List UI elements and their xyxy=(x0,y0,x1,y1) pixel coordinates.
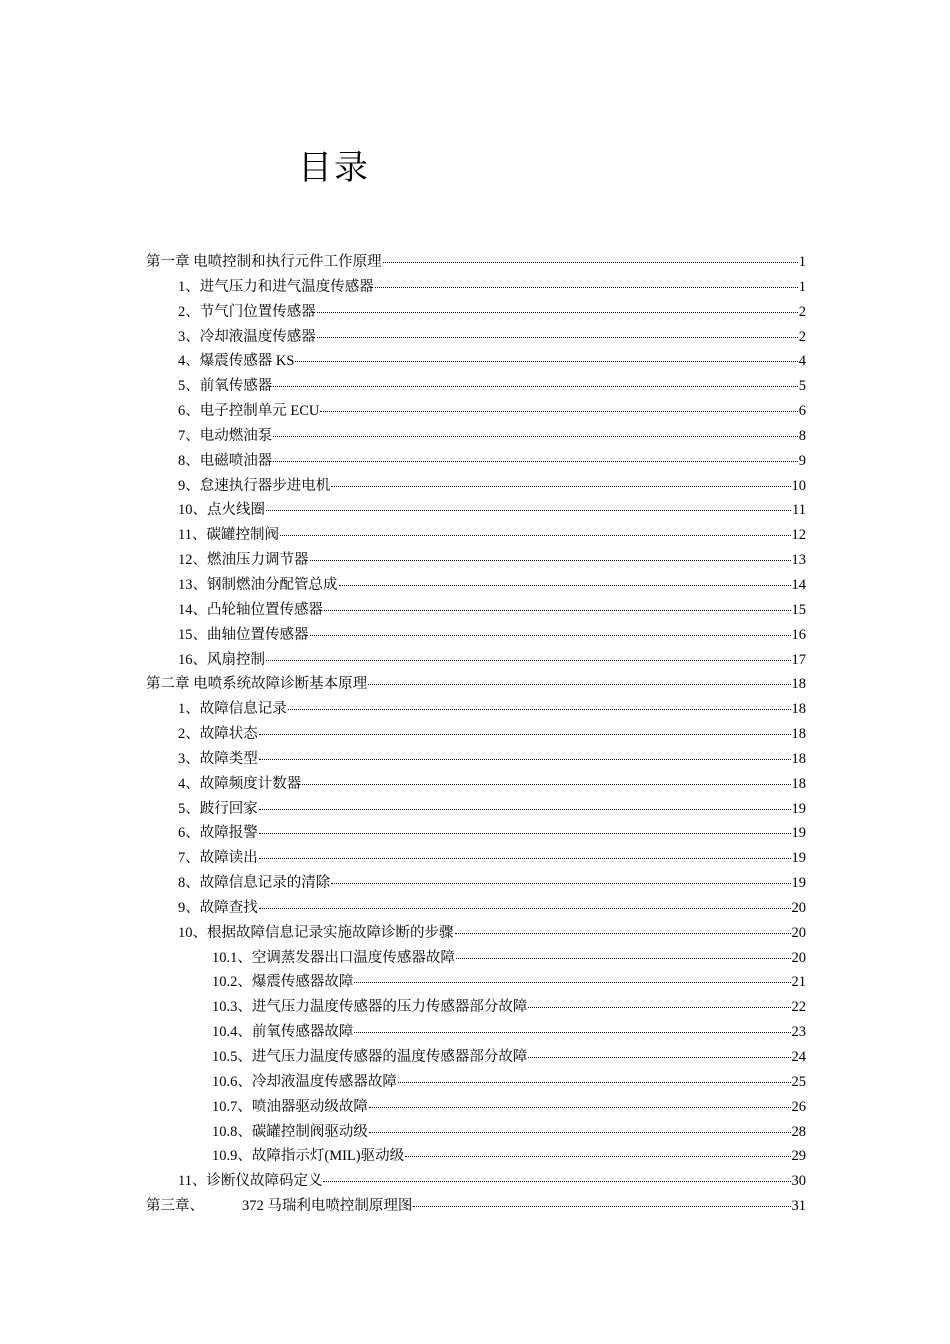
toc-dot-leader xyxy=(369,1132,791,1133)
toc-page-number: 8 xyxy=(798,427,806,444)
toc-page-number: 20 xyxy=(791,924,806,941)
toc-dot-leader xyxy=(273,386,798,387)
toc-entry-label: 9、怠速执行器步进电机 xyxy=(178,477,331,494)
toc-entry[interactable] xyxy=(146,474,806,499)
toc-dot-leader xyxy=(259,734,791,735)
toc-page-number: 19 xyxy=(791,850,806,867)
toc-page-number: 30 xyxy=(791,1173,806,1190)
toc-entry-label: 10.2、爆震传感器故障 xyxy=(212,974,354,991)
toc-dot-leader xyxy=(273,436,798,437)
toc-entry[interactable] xyxy=(146,722,806,747)
toc-entry-label: 4、故障频度计数器 xyxy=(178,775,302,792)
toc-page-number: 19 xyxy=(791,800,806,817)
toc-entry-label: 11、碳罐控制阀 xyxy=(178,527,279,544)
toc-entry[interactable] xyxy=(146,548,806,573)
toc-entry[interactable] xyxy=(146,1194,806,1219)
toc-entry-label: 10.3、进气压力温度传感器的压力传感器部分故障 xyxy=(212,999,528,1016)
toc-page-number: 21 xyxy=(791,974,806,991)
toc-page-number: 22 xyxy=(791,999,806,1016)
toc-entry[interactable] xyxy=(146,1095,806,1120)
toc-page-number: 28 xyxy=(791,1123,806,1140)
toc-entry[interactable] xyxy=(146,573,806,598)
toc-page-number: 24 xyxy=(791,1049,806,1065)
toc-dot-leader xyxy=(280,535,791,536)
toc-entry[interactable] xyxy=(146,946,806,971)
toc-page-number: 2 xyxy=(798,303,806,320)
toc-entry[interactable] xyxy=(146,797,806,822)
toc-entry-label: 8、故障信息记录的清除 xyxy=(178,875,331,892)
toc-entry-label: 13、钢制燃油分配管总成 xyxy=(178,576,338,593)
toc-entry[interactable] xyxy=(146,300,806,325)
toc-entry[interactable] xyxy=(146,821,806,846)
toc-dot-leader xyxy=(528,1057,790,1058)
toc-dot-leader xyxy=(317,337,798,338)
toc-entry[interactable] xyxy=(146,1144,806,1169)
toc-page-number: 10 xyxy=(791,477,806,494)
toc-page-number: 18 xyxy=(791,676,806,693)
toc-dot-leader xyxy=(288,709,791,710)
toc-page-number: 5 xyxy=(798,378,806,395)
toc-entry-label: 9、故障查找 xyxy=(178,899,258,916)
toc-page-number: 17 xyxy=(791,651,806,668)
toc-entry-label: 7、故障读出 xyxy=(178,850,258,867)
table-of-contents xyxy=(146,250,806,1219)
toc-page-number: 1 xyxy=(798,278,806,295)
toc-dot-leader xyxy=(455,933,791,934)
toc-dot-leader xyxy=(369,1107,791,1108)
toc-entry[interactable] xyxy=(146,1070,806,1095)
toc-entry[interactable] xyxy=(146,672,806,697)
toc-page-number: 11 xyxy=(792,502,806,519)
toc-entry[interactable] xyxy=(146,424,806,449)
toc-page-number: 9 xyxy=(798,452,806,469)
toc-page-number: 18 xyxy=(791,726,806,743)
toc-entry-label: 6、电子控制单元 ECU xyxy=(178,403,320,420)
toc-entry[interactable] xyxy=(146,1169,806,1194)
toc-entry[interactable] xyxy=(146,623,806,648)
toc-entry-label: 14、凸轮轴位置传感器 xyxy=(178,601,323,618)
toc-entry[interactable] xyxy=(146,598,806,623)
toc-entry[interactable] xyxy=(146,325,806,350)
toc-dot-leader xyxy=(302,784,790,785)
toc-entry-label: 11、诊断仪故障码定义 xyxy=(178,1173,323,1190)
toc-dot-leader xyxy=(331,883,790,884)
toc-page-number: 26 xyxy=(791,1098,806,1115)
toc-dot-leader xyxy=(331,486,790,487)
toc-entry[interactable] xyxy=(146,498,806,523)
toc-entry-label: 2、故障状态 xyxy=(178,726,258,743)
toc-entry[interactable] xyxy=(146,921,806,946)
toc-dot-leader xyxy=(317,312,798,313)
toc-entry-label: 3、故障类型 xyxy=(178,750,258,767)
toc-dot-leader xyxy=(354,982,790,983)
toc-dot-leader xyxy=(324,610,791,611)
toc-page-number: 20 xyxy=(791,949,806,966)
toc-entry[interactable] xyxy=(146,399,806,424)
toc-dot-leader xyxy=(375,287,798,288)
toc-entry[interactable] xyxy=(146,374,806,399)
toc-dot-leader xyxy=(310,560,791,561)
toc-entry-label: 6、故障报警 xyxy=(178,825,258,842)
toc-page-number: 31 xyxy=(791,1198,806,1215)
toc-entry-label: 第一章 电喷控制和执行元件工作原理 xyxy=(146,254,382,270)
toc-entry[interactable] xyxy=(146,275,806,300)
toc-dot-leader xyxy=(273,461,798,462)
toc-entry[interactable] xyxy=(146,846,806,871)
toc-page-number: 25 xyxy=(791,1073,806,1090)
toc-page-number: 19 xyxy=(791,825,806,842)
toc-entry[interactable] xyxy=(146,896,806,921)
toc-page-number: 14 xyxy=(791,576,806,593)
toc-dot-leader xyxy=(266,510,791,511)
toc-entry[interactable] xyxy=(146,970,806,995)
toc-dot-leader xyxy=(368,684,790,685)
toc-entry[interactable] xyxy=(146,1020,806,1045)
toc-entry[interactable] xyxy=(146,250,806,275)
toc-entry-label: 10.7、喷油器驱动级故障 xyxy=(212,1098,368,1115)
toc-page-number: 4 xyxy=(798,353,806,370)
toc-entry-label: 5、前氧传感器 xyxy=(178,378,273,395)
toc-page-number: 18 xyxy=(791,750,806,767)
page-title: 目录 xyxy=(298,148,370,188)
toc-entry[interactable] xyxy=(146,1120,806,1145)
toc-page-number: 19 xyxy=(791,875,806,892)
toc-entry[interactable] xyxy=(146,747,806,772)
toc-entry-label: 10.4、前氧传感器故障 xyxy=(212,1024,354,1041)
toc-dot-leader xyxy=(528,1007,790,1008)
toc-page-number: 2 xyxy=(798,328,806,345)
toc-entry-label: 12、燃油压力调节器 xyxy=(178,552,309,569)
toc-page-number: 15 xyxy=(791,601,806,618)
toc-dot-leader xyxy=(259,908,791,909)
toc-dot-leader xyxy=(259,858,791,859)
toc-entry-label: 10.5、进气压力温度传感器的温度传感器部分故障 xyxy=(212,1049,528,1065)
toc-entry-label: 10、点火线圈 xyxy=(178,502,265,519)
toc-dot-leader xyxy=(259,833,791,834)
toc-entry-label: 3、冷却液温度传感器 xyxy=(178,328,316,345)
toc-entry-label: 8、电磁喷油器 xyxy=(178,452,273,469)
toc-page-number: 29 xyxy=(791,1148,806,1165)
toc-entry-label: 10.1、空调蒸发器出口温度传感器故障 xyxy=(212,949,455,966)
toc-dot-leader xyxy=(383,262,798,263)
toc-entry-label: 10.8、碳罐控制阀驱动级 xyxy=(212,1123,368,1140)
toc-dot-leader xyxy=(456,958,791,959)
toc-dot-leader xyxy=(413,1206,790,1207)
toc-entry[interactable] xyxy=(146,449,806,474)
toc-entry-label: 7、电动燃油泵 xyxy=(178,427,273,444)
toc-entry-label: 第三章、 xyxy=(146,1198,204,1215)
toc-entry-label: 10.6、冷却液温度传感器故障 xyxy=(212,1073,397,1090)
toc-page-number: 12 xyxy=(791,527,806,544)
toc-dot-leader xyxy=(405,1156,790,1157)
toc-dot-leader xyxy=(259,759,791,760)
toc-entry[interactable] xyxy=(146,697,806,722)
toc-dot-leader xyxy=(266,660,791,661)
toc-entry[interactable] xyxy=(146,523,806,548)
toc-page-number: 18 xyxy=(791,701,806,718)
toc-entry[interactable] xyxy=(146,648,806,673)
toc-dot-leader xyxy=(295,361,797,362)
toc-entry-label-tail: 372 马瑞利电喷控制原理图 xyxy=(242,1198,413,1215)
toc-entry-label: 2、节气门位置传感器 xyxy=(178,303,316,320)
toc-entry[interactable] xyxy=(146,995,806,1020)
toc-entry[interactable] xyxy=(146,1045,806,1070)
toc-dot-leader xyxy=(310,635,791,636)
toc-entry-label: 5、跛行回家 xyxy=(178,800,258,817)
toc-entry-label: 10.9、故障指示灯(MIL)驱动级 xyxy=(212,1148,405,1165)
toc-entry-label: 1、故障信息记录 xyxy=(178,701,287,718)
toc-dot-leader xyxy=(354,1032,790,1033)
toc-page-number: 13 xyxy=(791,552,806,569)
toc-entry-label: 15、曲轴位置传感器 xyxy=(178,626,309,643)
toc-page-number: 23 xyxy=(791,1024,806,1041)
toc-entry[interactable] xyxy=(146,772,806,797)
toc-entry-label: 第二章 电喷系统故障诊断基本原理 xyxy=(146,676,368,693)
toc-dot-leader xyxy=(320,411,797,412)
toc-dot-leader xyxy=(323,1181,790,1182)
toc-entry-label: 1、进气压力和进气温度传感器 xyxy=(178,278,374,295)
toc-entry-label: 16、风扇控制 xyxy=(178,651,265,668)
toc-entry[interactable] xyxy=(146,871,806,896)
toc-entry-label: 4、爆震传感器 KS xyxy=(178,353,295,370)
toc-dot-leader xyxy=(398,1082,791,1083)
toc-dot-leader xyxy=(339,585,791,586)
toc-dot-leader xyxy=(259,809,791,810)
toc-page-number: 20 xyxy=(791,899,806,916)
toc-page-number: 18 xyxy=(791,775,806,792)
toc-entry[interactable] xyxy=(146,349,806,374)
toc-page-number: 16 xyxy=(791,626,806,643)
toc-page-number: 1 xyxy=(798,254,806,270)
toc-entry-label: 10、根据故障信息记录实施故障诊断的步骤 xyxy=(178,924,454,941)
toc-page-number: 6 xyxy=(798,403,806,420)
